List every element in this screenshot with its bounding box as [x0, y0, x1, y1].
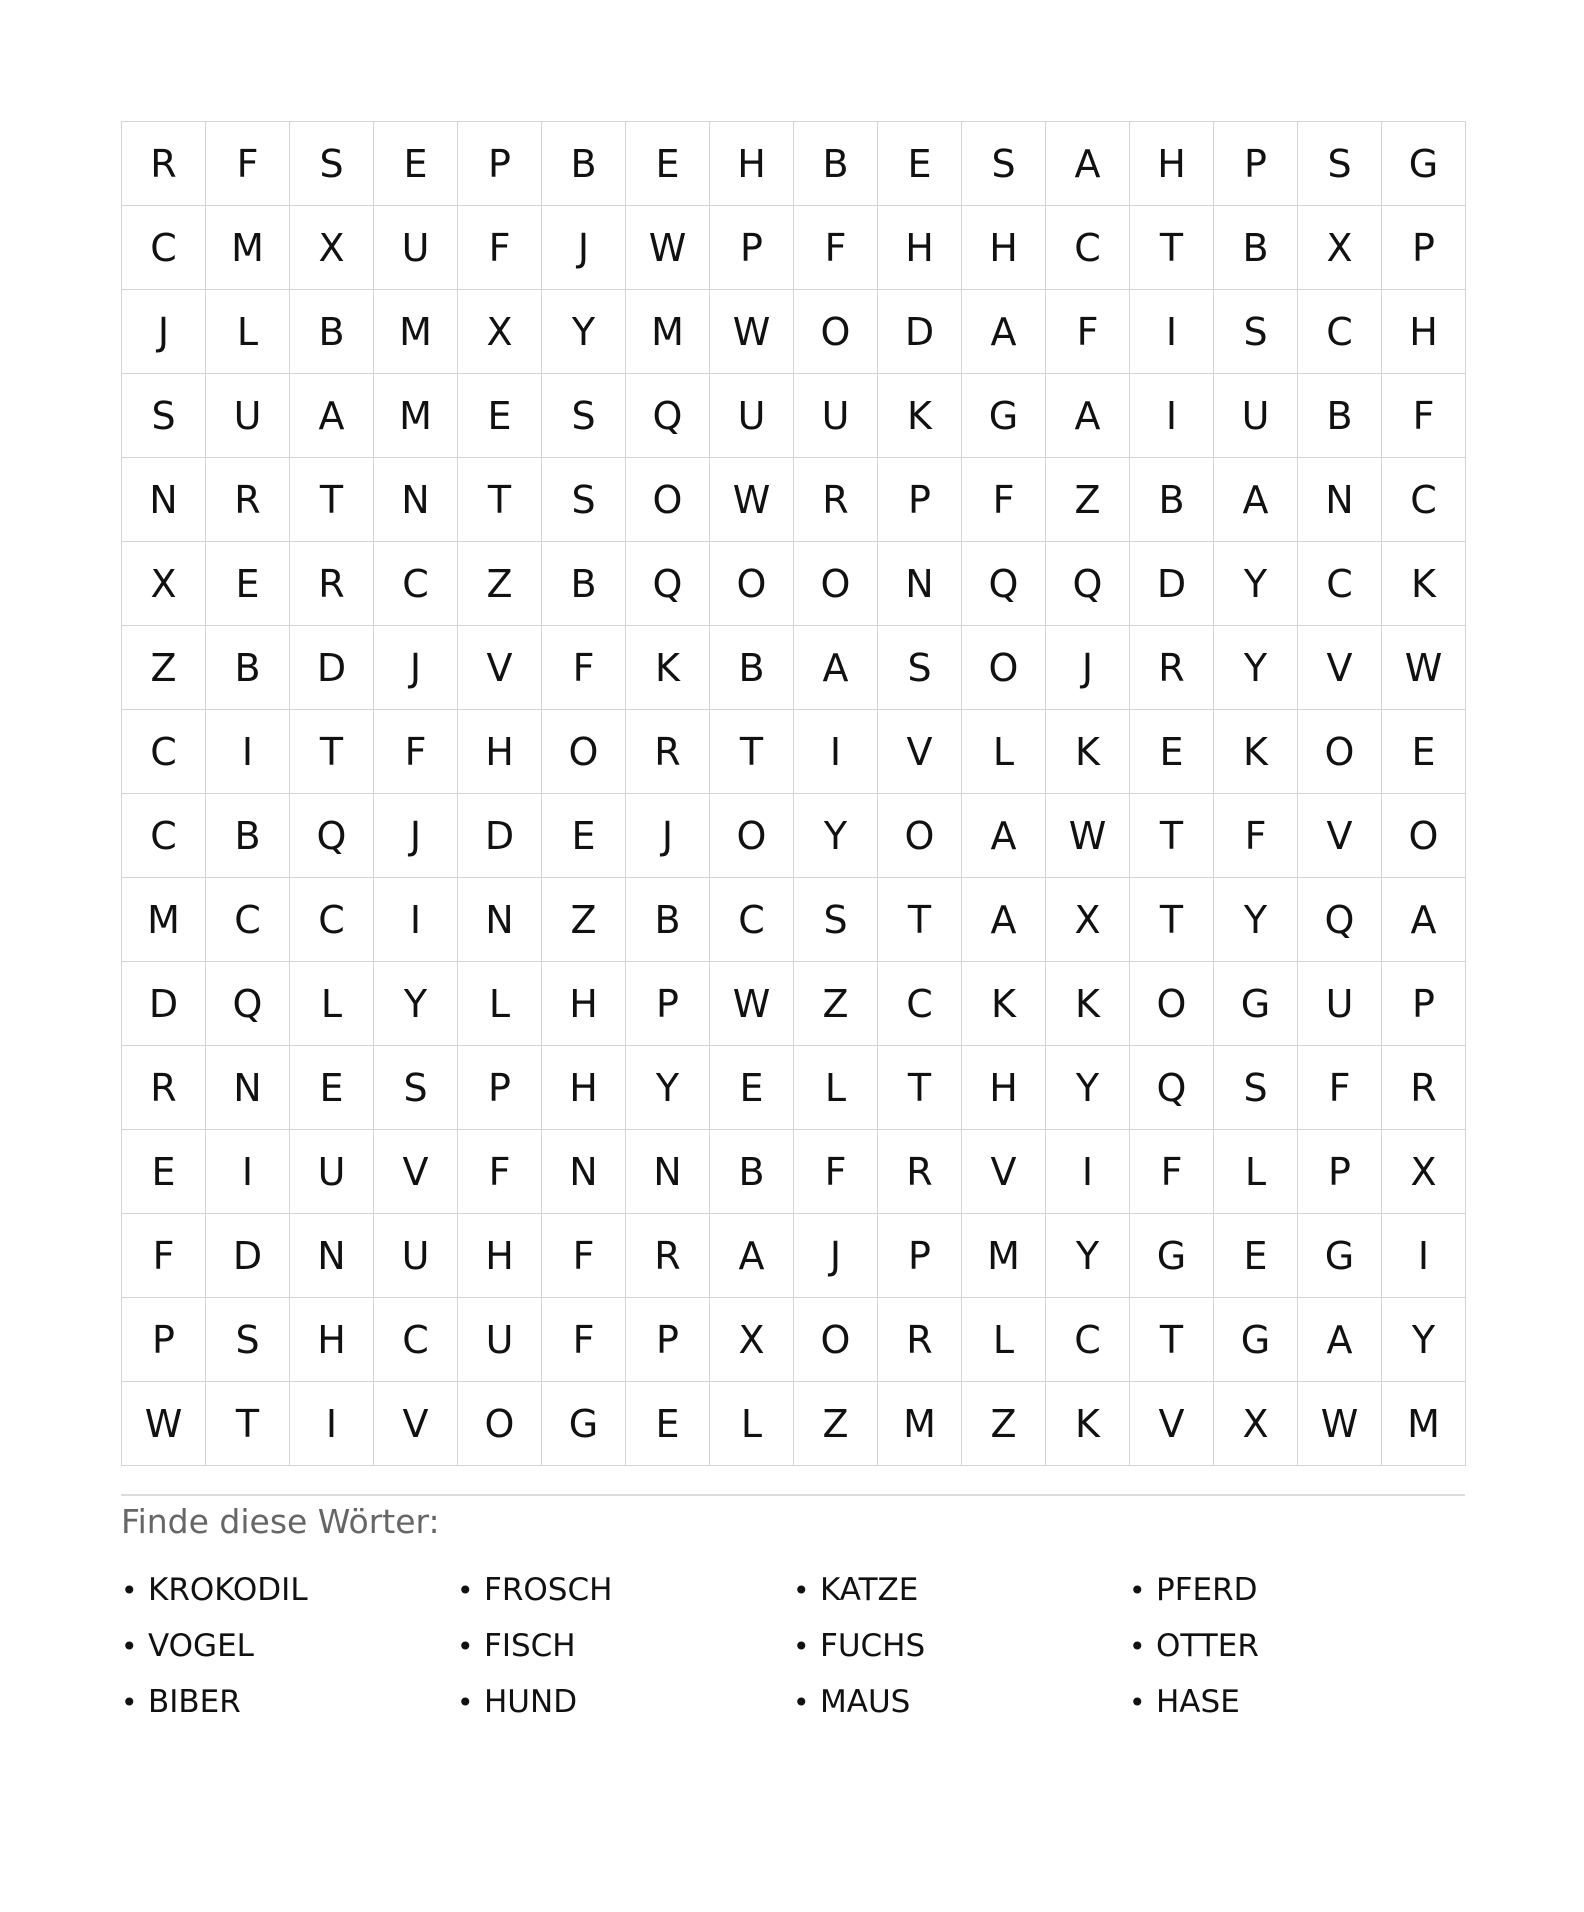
- word-label: MAUS: [820, 1684, 911, 1720]
- grid-cell[interactable]: S: [290, 122, 374, 206]
- grid-cell[interactable]: P: [626, 962, 710, 1046]
- grid-cell[interactable]: Q: [1298, 878, 1382, 962]
- grid-cell[interactable]: H: [458, 1214, 542, 1298]
- grid-cell[interactable]: B: [1130, 458, 1214, 542]
- grid-cell[interactable]: A: [1046, 122, 1130, 206]
- grid-cell[interactable]: H: [878, 206, 962, 290]
- grid-cell[interactable]: Y: [1214, 626, 1298, 710]
- grid-cell[interactable]: V: [1298, 626, 1382, 710]
- grid-cell[interactable]: E: [290, 1046, 374, 1130]
- grid-cell[interactable]: S: [374, 1046, 458, 1130]
- word-list-item: [793, 1674, 1129, 1730]
- grid-cell[interactable]: E: [710, 1046, 794, 1130]
- grid-cell[interactable]: N: [1298, 458, 1382, 542]
- grid-cell[interactable]: S: [1214, 290, 1298, 374]
- grid-cell[interactable]: Y: [794, 794, 878, 878]
- grid-cell[interactable]: E: [1382, 710, 1466, 794]
- grid-cell[interactable]: R: [878, 1298, 962, 1382]
- grid-cell[interactable]: V: [1298, 794, 1382, 878]
- word-list-item: [121, 1562, 457, 1618]
- word-label: FROSCH: [484, 1572, 613, 1608]
- grid-cell[interactable]: R: [122, 122, 206, 206]
- grid-cell[interactable]: G: [1382, 122, 1466, 206]
- grid-cell[interactable]: F: [962, 458, 1046, 542]
- grid-cell[interactable]: O: [962, 626, 1046, 710]
- grid-cell[interactable]: P: [878, 458, 962, 542]
- grid-cell[interactable]: V: [962, 1130, 1046, 1214]
- grid-cell[interactable]: I: [1382, 1214, 1466, 1298]
- grid-cell[interactable]: F: [1046, 290, 1130, 374]
- grid-cell[interactable]: T: [1130, 878, 1214, 962]
- grid-cell[interactable]: K: [1382, 542, 1466, 626]
- grid-cell[interactable]: F: [458, 1130, 542, 1214]
- word-list-item: [1129, 1562, 1465, 1618]
- grid-cell[interactable]: S: [206, 1298, 290, 1382]
- grid-cell[interactable]: O: [1130, 962, 1214, 1046]
- grid-cell[interactable]: D: [878, 290, 962, 374]
- grid-cell[interactable]: Z: [458, 542, 542, 626]
- grid-cell[interactable]: K: [1214, 710, 1298, 794]
- grid-cell[interactable]: W: [1382, 626, 1466, 710]
- grid-cell[interactable]: A: [1046, 374, 1130, 458]
- grid-cell[interactable]: M: [1382, 1382, 1466, 1466]
- grid-cell[interactable]: E: [626, 122, 710, 206]
- grid-cell[interactable]: L: [794, 1046, 878, 1130]
- grid-cell[interactable]: Y: [1046, 1046, 1130, 1130]
- grid-cell[interactable]: D: [458, 794, 542, 878]
- grid-cell[interactable]: A: [962, 794, 1046, 878]
- grid-cell[interactable]: W: [710, 458, 794, 542]
- grid-cell[interactable]: C: [122, 794, 206, 878]
- word-list-title: Finde diese Wörter:: [121, 1502, 440, 1541]
- grid-cell[interactable]: X: [290, 206, 374, 290]
- grid-cell[interactable]: L: [710, 1382, 794, 1466]
- grid-cell[interactable]: W: [710, 962, 794, 1046]
- grid-cell[interactable]: F: [1214, 794, 1298, 878]
- grid-cell[interactable]: S: [1214, 1046, 1298, 1130]
- grid-cell[interactable]: B: [542, 122, 626, 206]
- grid-cell[interactable]: P: [1214, 122, 1298, 206]
- grid-cell[interactable]: Y: [626, 1046, 710, 1130]
- grid-cell[interactable]: I: [1046, 1130, 1130, 1214]
- grid-cell[interactable]: B: [206, 626, 290, 710]
- grid-cell[interactable]: E: [458, 374, 542, 458]
- grid-cell[interactable]: R: [206, 458, 290, 542]
- bullet-icon: •: [1129, 1629, 1146, 1663]
- word-label: KATZE: [820, 1572, 919, 1608]
- grid-cell[interactable]: B: [710, 626, 794, 710]
- grid-cell[interactable]: F: [1298, 1046, 1382, 1130]
- grid-cell[interactable]: O: [878, 794, 962, 878]
- grid-cell[interactable]: S: [542, 374, 626, 458]
- grid-cell[interactable]: Y: [1046, 1214, 1130, 1298]
- grid-cell[interactable]: C: [290, 878, 374, 962]
- grid-cell[interactable]: T: [290, 710, 374, 794]
- grid-cell[interactable]: A: [710, 1214, 794, 1298]
- grid-cell[interactable]: T: [1130, 794, 1214, 878]
- grid-cell[interactable]: N: [458, 878, 542, 962]
- grid-cell[interactable]: N: [542, 1130, 626, 1214]
- word-label: OTTER: [1156, 1628, 1259, 1664]
- grid-cell[interactable]: I: [1130, 290, 1214, 374]
- grid-cell[interactable]: C: [374, 542, 458, 626]
- grid-cell[interactable]: U: [374, 1214, 458, 1298]
- grid-cell[interactable]: M: [878, 1382, 962, 1466]
- grid-cell[interactable]: D: [1130, 542, 1214, 626]
- bullet-icon: •: [793, 1629, 810, 1663]
- grid-cell[interactable]: B: [626, 878, 710, 962]
- grid-cell[interactable]: A: [1214, 458, 1298, 542]
- grid-cell[interactable]: C: [122, 206, 206, 290]
- word-list-item: [793, 1618, 1129, 1674]
- grid-cell[interactable]: S: [878, 626, 962, 710]
- word-list-item: [457, 1562, 793, 1618]
- grid-cell[interactable]: P: [1382, 962, 1466, 1046]
- grid-cell[interactable]: A: [1382, 878, 1466, 962]
- grid-cell[interactable]: X: [1298, 206, 1382, 290]
- grid-cell[interactable]: Z: [1046, 458, 1130, 542]
- grid-cell[interactable]: P: [1298, 1130, 1382, 1214]
- grid-cell[interactable]: H: [458, 710, 542, 794]
- grid-cell[interactable]: O: [794, 1298, 878, 1382]
- grid-cell[interactable]: F: [122, 1214, 206, 1298]
- grid-cell[interactable]: L: [1214, 1130, 1298, 1214]
- grid-cell[interactable]: K: [626, 626, 710, 710]
- bullet-icon: •: [793, 1573, 810, 1607]
- grid-cell[interactable]: Z: [122, 626, 206, 710]
- grid-cell[interactable]: E: [626, 1382, 710, 1466]
- bullet-icon: •: [121, 1629, 138, 1663]
- word-label: BIBER: [148, 1684, 241, 1720]
- grid-cell[interactable]: I: [206, 710, 290, 794]
- grid-cell[interactable]: Q: [626, 374, 710, 458]
- grid-cell[interactable]: F: [794, 1130, 878, 1214]
- grid-cell[interactable]: R: [878, 1130, 962, 1214]
- word-list: [121, 1562, 1465, 1730]
- grid-cell[interactable]: M: [626, 290, 710, 374]
- grid-cell[interactable]: S: [542, 458, 626, 542]
- grid-cell[interactable]: X: [1382, 1130, 1466, 1214]
- grid-cell[interactable]: T: [458, 458, 542, 542]
- grid-cell[interactable]: I: [290, 1382, 374, 1466]
- grid-cell[interactable]: J: [794, 1214, 878, 1298]
- grid-cell[interactable]: Z: [542, 878, 626, 962]
- grid-cell[interactable]: F: [206, 122, 290, 206]
- grid-cell[interactable]: L: [962, 1298, 1046, 1382]
- grid-cell[interactable]: K: [1046, 1382, 1130, 1466]
- grid-cell[interactable]: C: [122, 710, 206, 794]
- grid-cell[interactable]: C: [1298, 542, 1382, 626]
- grid-cell[interactable]: G: [1214, 962, 1298, 1046]
- grid-cell[interactable]: G: [1130, 1214, 1214, 1298]
- grid-cell[interactable]: B: [794, 122, 878, 206]
- grid-cell[interactable]: P: [1382, 206, 1466, 290]
- grid-cell[interactable]: C: [710, 878, 794, 962]
- word-label: VOGEL: [148, 1628, 254, 1664]
- grid-cell[interactable]: A: [290, 374, 374, 458]
- bullet-icon: •: [457, 1629, 474, 1663]
- grid-cell[interactable]: Y: [1382, 1298, 1466, 1382]
- grid-cell[interactable]: E: [122, 1130, 206, 1214]
- grid-cell[interactable]: H: [290, 1298, 374, 1382]
- grid-cell[interactable]: Q: [1046, 542, 1130, 626]
- grid-cell[interactable]: Y: [1214, 542, 1298, 626]
- grid-cell[interactable]: X: [458, 290, 542, 374]
- grid-cell[interactable]: P: [122, 1298, 206, 1382]
- grid-cell[interactable]: Z: [962, 1382, 1046, 1466]
- grid-cell[interactable]: C: [1046, 206, 1130, 290]
- grid-cell[interactable]: G: [542, 1382, 626, 1466]
- grid-cell[interactable]: O: [542, 710, 626, 794]
- word-list-item: [793, 1562, 1129, 1618]
- bullet-icon: •: [121, 1573, 138, 1607]
- grid-cell[interactable]: P: [626, 1298, 710, 1382]
- bullet-icon: •: [121, 1685, 138, 1719]
- grid-cell[interactable]: U: [290, 1130, 374, 1214]
- grid-cell[interactable]: F: [794, 206, 878, 290]
- bullet-icon: •: [1129, 1573, 1146, 1607]
- grid-cell[interactable]: T: [878, 1046, 962, 1130]
- grid-cell[interactable]: C: [206, 878, 290, 962]
- grid-cell[interactable]: D: [206, 1214, 290, 1298]
- grid-cell[interactable]: C: [1382, 458, 1466, 542]
- grid-cell[interactable]: N: [878, 542, 962, 626]
- grid-cell[interactable]: Q: [290, 794, 374, 878]
- grid-cell[interactable]: Y: [374, 962, 458, 1046]
- grid-cell[interactable]: Y: [1214, 878, 1298, 962]
- grid-cell[interactable]: K: [1046, 962, 1130, 1046]
- grid-cell[interactable]: W: [626, 206, 710, 290]
- grid-cell[interactable]: O: [1298, 710, 1382, 794]
- grid-cell[interactable]: Z: [794, 962, 878, 1046]
- grid-cell[interactable]: V: [1130, 1382, 1214, 1466]
- grid-cell[interactable]: R: [626, 1214, 710, 1298]
- grid-cell[interactable]: Y: [542, 290, 626, 374]
- grid-cell[interactable]: B: [542, 542, 626, 626]
- grid-cell[interactable]: J: [1046, 626, 1130, 710]
- grid-cell[interactable]: W: [1046, 794, 1130, 878]
- grid-cell[interactable]: M: [206, 206, 290, 290]
- grid-cell[interactable]: W: [710, 290, 794, 374]
- grid-cell[interactable]: Q: [1130, 1046, 1214, 1130]
- grid-cell[interactable]: R: [1382, 1046, 1466, 1130]
- grid-cell[interactable]: E: [1130, 710, 1214, 794]
- grid-cell[interactable]: O: [710, 542, 794, 626]
- grid-cell[interactable]: A: [1298, 1298, 1382, 1382]
- grid-cell[interactable]: M: [374, 374, 458, 458]
- grid-cell[interactable]: J: [542, 206, 626, 290]
- grid-cell[interactable]: P: [458, 122, 542, 206]
- grid-cell[interactable]: K: [962, 962, 1046, 1046]
- grid-cell[interactable]: Q: [206, 962, 290, 1046]
- grid-cell[interactable]: C: [374, 1298, 458, 1382]
- grid-cell[interactable]: O: [794, 542, 878, 626]
- divider: [121, 1494, 1465, 1496]
- grid-cell[interactable]: O: [626, 458, 710, 542]
- word-label: FISCH: [484, 1628, 576, 1664]
- grid-cell[interactable]: Z: [794, 1382, 878, 1466]
- grid-cell[interactable]: G: [1214, 1298, 1298, 1382]
- grid-cell[interactable]: N: [122, 458, 206, 542]
- grid-cell[interactable]: A: [962, 290, 1046, 374]
- grid-cell[interactable]: O: [794, 290, 878, 374]
- grid-cell[interactable]: A: [794, 626, 878, 710]
- grid-cell[interactable]: E: [878, 122, 962, 206]
- grid-cell[interactable]: N: [206, 1046, 290, 1130]
- grid-cell[interactable]: H: [542, 962, 626, 1046]
- grid-cell[interactable]: U: [374, 206, 458, 290]
- grid-cell[interactable]: J: [122, 290, 206, 374]
- grid-cell[interactable]: T: [710, 710, 794, 794]
- grid-cell[interactable]: J: [626, 794, 710, 878]
- grid-cell[interactable]: N: [626, 1130, 710, 1214]
- grid-cell[interactable]: G: [962, 374, 1046, 458]
- grid-cell[interactable]: V: [374, 1130, 458, 1214]
- word-list-item: [1129, 1674, 1465, 1730]
- bullet-icon: •: [793, 1685, 810, 1719]
- grid-cell[interactable]: E: [206, 542, 290, 626]
- grid-cell[interactable]: R: [626, 710, 710, 794]
- grid-cell[interactable]: Q: [626, 542, 710, 626]
- grid-cell[interactable]: T: [290, 458, 374, 542]
- grid-cell[interactable]: U: [710, 374, 794, 458]
- word-label: HASE: [1156, 1684, 1240, 1720]
- grid-cell[interactable]: U: [1214, 374, 1298, 458]
- grid-cell[interactable]: H: [1382, 290, 1466, 374]
- bullet-icon: •: [457, 1685, 474, 1719]
- grid-cell[interactable]: F: [1382, 374, 1466, 458]
- grid-cell[interactable]: F: [458, 206, 542, 290]
- grid-cell[interactable]: M: [122, 878, 206, 962]
- grid-cell[interactable]: H: [710, 122, 794, 206]
- grid-cell[interactable]: H: [542, 1046, 626, 1130]
- grid-cell[interactable]: E: [1214, 1214, 1298, 1298]
- grid-cell[interactable]: S: [962, 122, 1046, 206]
- grid-cell[interactable]: L: [290, 962, 374, 1046]
- grid-cell[interactable]: L: [206, 290, 290, 374]
- grid-cell[interactable]: E: [374, 122, 458, 206]
- grid-cell[interactable]: E: [542, 794, 626, 878]
- grid-cell[interactable]: M: [374, 290, 458, 374]
- grid-cell[interactable]: U: [1298, 962, 1382, 1046]
- grid-cell[interactable]: F: [542, 1298, 626, 1382]
- letter-grid: [121, 121, 1466, 1466]
- word-list-item: [457, 1618, 793, 1674]
- grid-cell[interactable]: X: [1046, 878, 1130, 962]
- grid-cell[interactable]: K: [878, 374, 962, 458]
- grid-cell[interactable]: I: [1130, 374, 1214, 458]
- grid-cell[interactable]: Q: [962, 542, 1046, 626]
- grid-cell[interactable]: P: [458, 1046, 542, 1130]
- grid-cell[interactable]: X: [710, 1298, 794, 1382]
- grid-cell[interactable]: B: [710, 1130, 794, 1214]
- grid-cell[interactable]: W: [122, 1382, 206, 1466]
- grid-cell[interactable]: F: [542, 1214, 626, 1298]
- word-label: PFERD: [1156, 1572, 1258, 1608]
- grid-cell[interactable]: T: [1130, 206, 1214, 290]
- grid-cell[interactable]: S: [1298, 122, 1382, 206]
- grid-cell[interactable]: S: [122, 374, 206, 458]
- grid-cell[interactable]: T: [878, 878, 962, 962]
- bullet-icon: •: [1129, 1685, 1146, 1719]
- grid-cell[interactable]: F: [1130, 1130, 1214, 1214]
- grid-cell[interactable]: P: [710, 206, 794, 290]
- grid-cell[interactable]: X: [122, 542, 206, 626]
- grid-cell[interactable]: H: [962, 1046, 1046, 1130]
- grid-cell[interactable]: P: [878, 1214, 962, 1298]
- grid-cell[interactable]: C: [1298, 290, 1382, 374]
- grid-cell[interactable]: B: [206, 794, 290, 878]
- word-list-item: [121, 1674, 457, 1730]
- grid-cell[interactable]: F: [542, 626, 626, 710]
- grid-cell[interactable]: S: [794, 878, 878, 962]
- grid-cell[interactable]: R: [794, 458, 878, 542]
- word-list-item: [1129, 1618, 1465, 1674]
- grid-cell[interactable]: F: [374, 710, 458, 794]
- grid-cell[interactable]: A: [962, 878, 1046, 962]
- word-list-item: [121, 1618, 457, 1674]
- grid-cell[interactable]: C: [878, 962, 962, 1046]
- grid-cell[interactable]: O: [1382, 794, 1466, 878]
- grid-cell[interactable]: H: [1130, 122, 1214, 206]
- grid-cell[interactable]: C: [1046, 1298, 1130, 1382]
- grid-cell[interactable]: T: [206, 1382, 290, 1466]
- grid-cell[interactable]: I: [206, 1130, 290, 1214]
- grid-cell[interactable]: O: [710, 794, 794, 878]
- word-list-item: [457, 1674, 793, 1730]
- grid-cell[interactable]: W: [1298, 1382, 1382, 1466]
- grid-cell[interactable]: L: [962, 710, 1046, 794]
- word-search-puzzle: [121, 121, 1465, 1466]
- bullet-icon: •: [457, 1573, 474, 1607]
- grid-cell[interactable]: H: [962, 206, 1046, 290]
- grid-cell[interactable]: V: [374, 1382, 458, 1466]
- grid-cell[interactable]: G: [1298, 1214, 1382, 1298]
- grid-cell[interactable]: B: [290, 290, 374, 374]
- grid-cell[interactable]: B: [1298, 374, 1382, 458]
- grid-cell[interactable]: L: [458, 962, 542, 1046]
- grid-cell[interactable]: U: [206, 374, 290, 458]
- grid-cell[interactable]: J: [374, 794, 458, 878]
- grid-cell[interactable]: M: [962, 1214, 1046, 1298]
- grid-cell[interactable]: N: [374, 458, 458, 542]
- grid-cell[interactable]: X: [1214, 1382, 1298, 1466]
- word-label: HUND: [484, 1684, 578, 1720]
- grid-cell[interactable]: R: [290, 542, 374, 626]
- grid-cell[interactable]: J: [374, 626, 458, 710]
- grid-cell[interactable]: D: [290, 626, 374, 710]
- grid-cell[interactable]: N: [290, 1214, 374, 1298]
- grid-cell[interactable]: T: [1130, 1298, 1214, 1382]
- grid-cell[interactable]: K: [1046, 710, 1130, 794]
- grid-cell[interactable]: U: [794, 374, 878, 458]
- grid-cell[interactable]: O: [458, 1382, 542, 1466]
- grid-cell[interactable]: R: [122, 1046, 206, 1130]
- grid-cell[interactable]: V: [878, 710, 962, 794]
- grid-cell[interactable]: B: [1214, 206, 1298, 290]
- word-label: FUCHS: [820, 1628, 926, 1664]
- grid-cell[interactable]: U: [458, 1298, 542, 1382]
- grid-cell[interactable]: D: [122, 962, 206, 1046]
- grid-cell[interactable]: R: [1130, 626, 1214, 710]
- word-label: KROKODIL: [148, 1572, 308, 1608]
- grid-cell[interactable]: I: [794, 710, 878, 794]
- grid-cell[interactable]: I: [374, 878, 458, 962]
- grid-cell[interactable]: V: [458, 626, 542, 710]
